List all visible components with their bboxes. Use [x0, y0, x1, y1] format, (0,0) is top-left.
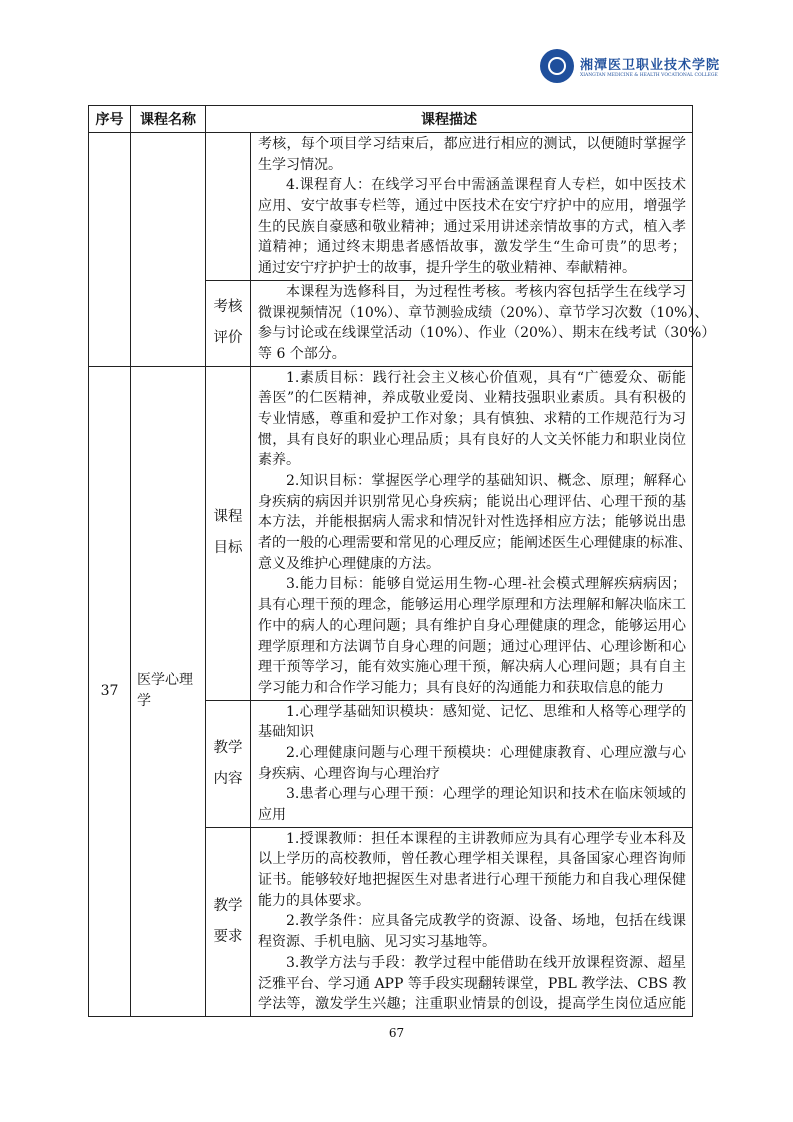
paragraph-line: 以上学历的高校教师，曾任教心理学相关课程，具备国家心理咨询师	[258, 851, 686, 868]
paragraph-line: 程资源、手机电脑、见习实习基地等。	[258, 934, 496, 951]
section-description	[251, 280, 716, 366]
table-row	[89, 133, 693, 281]
section-label: 考核评价	[206, 280, 251, 366]
paragraph-line: 微课视频情况（10%）、章节测验成绩（20%）、章节学习次数（10%）、	[258, 304, 709, 321]
header-number: 序号	[89, 106, 131, 133]
logo-chinese-name: 湘潭医卫职业技术学院	[580, 58, 721, 73]
paragraph-line: 善医”的仁医精神，养成敬业爱岗、业精技强职业素质。具有积极的	[258, 390, 686, 407]
paragraph-line: 身疾病的病因并识别常见心身疾病；能说出心理评估、心理干预的基	[258, 493, 686, 510]
course-name-cell-empty	[131, 133, 206, 367]
paragraph-line: 应用、安宁故事专栏等，通过中医技术在安宁疗护中的应用，增强学	[258, 198, 686, 215]
paragraph-line: 2.教学条件：应具备完成教学的资源、设备、场地，包括在线课	[286, 913, 686, 930]
paragraph-line: 身疾病、心理咨询与心理治疗	[258, 765, 440, 782]
paragraph-line: 理干预等学习，能有效实施心理干预，解决病人心理问题；具有自主	[258, 659, 686, 676]
course-table	[88, 105, 716, 1017]
college-logo	[540, 46, 721, 86]
paragraph-line: 1.心理学基础知识模块：感知觉、记忆、思维和人格等心理学的	[286, 703, 686, 720]
section-label: 课程目标	[206, 366, 251, 700]
paragraph-line: 理学原理和方法调节自身心理的问题；通过心理评估、心理诊断和心	[258, 638, 686, 655]
paragraph-line: 本方法，并能根据病人需求和情况针对性选择相应方法；能够说出患	[258, 514, 686, 531]
paragraph-line: 应用	[258, 807, 286, 823]
page-number: 67	[388, 1026, 405, 1040]
section-description	[251, 133, 693, 281]
section-description	[251, 827, 693, 1016]
paragraph-line: 3.能力目标：能够自觉运用生物-心理-社会模式理解疾病病因；	[286, 576, 686, 593]
section-description	[251, 700, 693, 827]
header-course-name: 课程名称	[131, 106, 206, 133]
paragraph-line: 者的一般的心理需要和常见的心理反应；能阐述医生心理健康的标准、	[258, 535, 692, 552]
paragraph-line: 学习能力和合作学习能力；具有良好的沟通能力和获取信息的能力	[258, 679, 664, 696]
logo-english-name: XIANGTAN MEDICINE & HEALTH VOCATIONAL COLLEGE	[580, 73, 718, 78]
course-number: 37	[89, 366, 131, 1016]
paragraph-line: 3.教学方法与手段：教学过程中能借助在线开放课程资源、超星	[286, 954, 686, 971]
paragraph-line: 3.患者心理与心理干预：心理学的理论知识和技术在临床领域的	[286, 786, 686, 803]
section-description	[251, 366, 693, 700]
paragraph-line: 作中的病人的心理问题；具有维护自身心理健康的理念，能够运用心	[258, 617, 686, 634]
paragraph-line: 具有心理干预的理念，能够运用心理学原理和方法理解和解决临床工	[258, 597, 686, 614]
paragraph-line: 通过安宁疗护护士的故事，提升学生的敬业精神、奉献精神。	[258, 260, 636, 277]
paragraph-line: 2.知识目标：掌握医学心理学的基础知识、概念、原理；解释心	[286, 473, 686, 489]
paragraph-line: 2.心理健康问题与心理干预模块：心理健康教育、心理应激与心	[286, 744, 686, 761]
paragraph-line: 等 6 个部分。	[258, 345, 346, 362]
paragraph-line: 泛雅平台、学习通 APP 等手段实现翻转课堂，PBL 教学法、CBS 教	[258, 975, 687, 992]
course-name: 医学心理学	[131, 366, 206, 1016]
paragraph-line: 惯，具有良好的职业心理品质；具有良好的人文关怀能力和职业岗位	[258, 431, 686, 448]
paragraph-line: 1.素质目标：践行社会主义核心价值观，具有“广德爱众、砺能	[286, 369, 686, 386]
section-label-empty	[206, 133, 251, 281]
paragraph-line: 证书。能够较好地把握医生对患者进行心理干预能力和自我心理保健	[258, 872, 686, 889]
college-seal-icon	[540, 49, 574, 83]
section-label: 教学要求	[206, 827, 251, 1016]
header-course-description: 课程描述	[206, 106, 693, 133]
paragraph-line: 素养。	[258, 452, 300, 469]
paragraph-line: 4.课程育人：在线学习平台中需涵盖课程育人专栏，如中医技术	[286, 177, 686, 194]
paragraph-line: 生学习情况。	[258, 156, 342, 173]
paragraph-line: 生的民族自豪感和敬业精神；通过采用讲述亲情故事的方式，植入孝	[258, 218, 686, 235]
paragraph-line: 参与讨论或在线课堂活动（10%）、作业（20%）、期末在线考试（30%）	[258, 325, 716, 342]
paragraph-line: 本课程为选修科目，为过程性考核。考核内容包括学生在线学习	[286, 283, 686, 300]
table-row	[89, 366, 693, 700]
paragraph-line: 能力的具体要求。	[258, 892, 370, 909]
paragraph-line: 意义及维护心理健康的方法。	[258, 555, 440, 572]
paragraph-line: 道精神；通过终末期患者感悟故事，激发学生“生命可贵”的思考；	[258, 239, 686, 256]
section-label: 教学内容	[206, 700, 251, 827]
paragraph-line: 基础知识	[258, 724, 314, 741]
paragraph-line: 考核，每个项目学习结束后，都应进行相应的测试，以便随时掌握学	[258, 136, 686, 152]
paragraph-line: 专业情感，尊重和爱护工作对象；具有慎独、求精的工作规范行为习	[258, 410, 686, 427]
number-cell-empty	[89, 133, 131, 367]
paragraph-line: 学法等，激发学生兴趣；注重职业情景的创设，提高学生岗位适应能	[258, 996, 686, 1013]
paragraph-line: 1.授课教师：担任本课程的主讲教师应为具有心理学专业本科及	[286, 830, 686, 847]
table-header-row	[89, 106, 693, 133]
